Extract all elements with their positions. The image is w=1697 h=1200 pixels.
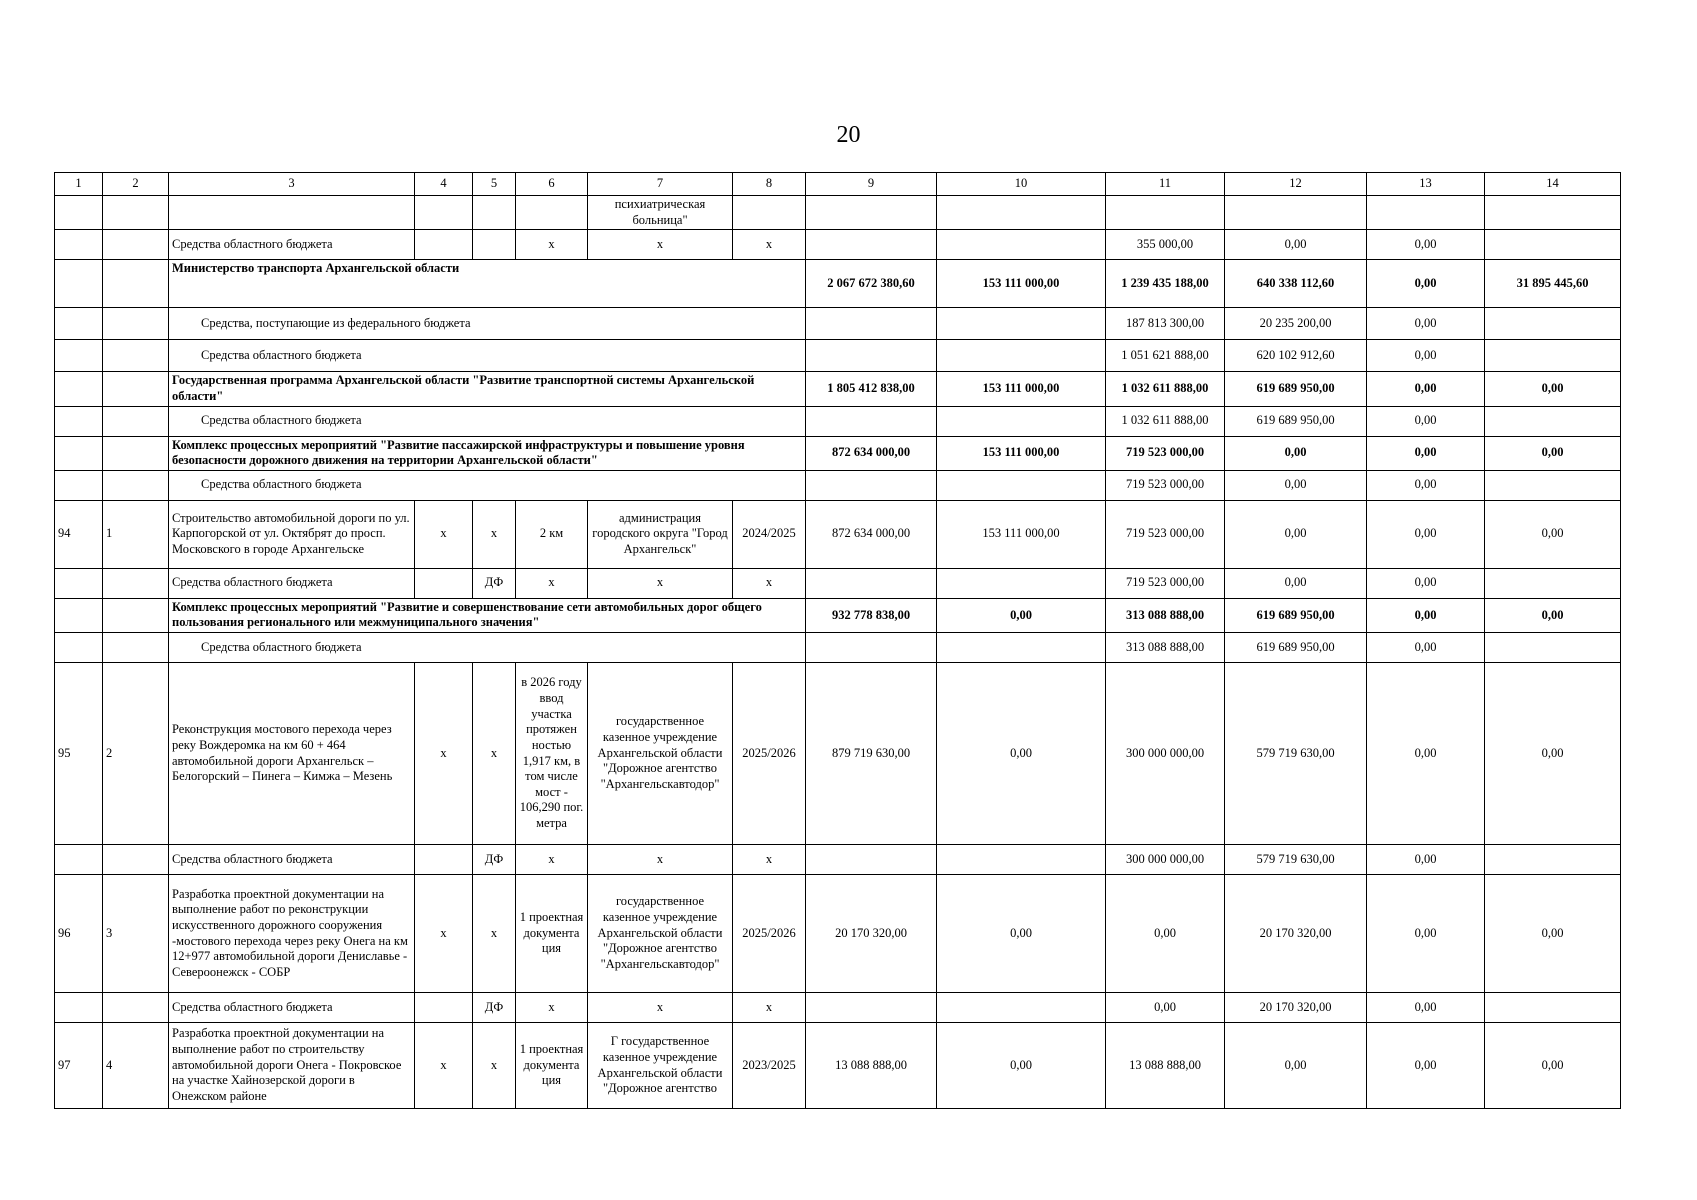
table-cell: [415, 993, 473, 1023]
amount-cell: 2 067 672 380,60: [806, 260, 937, 308]
amount-cell: 0,00: [1367, 598, 1485, 632]
table-cell: х: [415, 500, 473, 568]
budget-table: [54, 172, 1621, 1109]
page-number: 20: [836, 122, 861, 148]
table-cell: [103, 260, 169, 308]
amount-cell: 619 689 950,00: [1225, 633, 1367, 663]
table-cell: [415, 568, 473, 598]
header-cell: 9: [806, 173, 937, 196]
amount-cell: 0,00: [1225, 1023, 1367, 1109]
amount-cell: [937, 845, 1106, 875]
source-label: Средства областного бюджета: [169, 633, 806, 663]
funding-subtotal-row: [55, 470, 1621, 500]
amount-cell: 20 170 320,00: [1225, 993, 1367, 1023]
period-cell: 2025/2026: [733, 875, 806, 993]
amount-cell: 313 088 888,00: [1106, 633, 1225, 663]
amount-cell: 13 088 888,00: [806, 1023, 937, 1109]
funding-subtotal-row: [55, 633, 1621, 663]
table-cell: х: [415, 663, 473, 845]
amount-cell: 0,00: [1485, 663, 1621, 845]
item-number: 3: [103, 875, 169, 993]
table-cell: [733, 196, 806, 230]
amount-cell: 0,00: [1367, 406, 1485, 436]
table-cell: [55, 406, 103, 436]
header-cell: 14: [1485, 173, 1621, 196]
table-cell: х: [733, 845, 806, 875]
amount-cell: 0,00: [1367, 308, 1485, 340]
amount-cell: [1485, 230, 1621, 260]
table-cell: [1485, 406, 1621, 436]
source-label: Средства областного бюджета: [169, 406, 806, 436]
table-cell: [415, 230, 473, 260]
table-cell: [55, 470, 103, 500]
table-cell: [55, 372, 103, 406]
table-row: [55, 875, 1621, 993]
period-cell: 2024/2025: [733, 500, 806, 568]
table-cell: [937, 340, 1106, 372]
table-cell: [55, 845, 103, 875]
table-cell: х: [516, 845, 588, 875]
table-cell: х: [516, 568, 588, 598]
capacity-cell: в 2026 году ввод участка протяжен ностью 1,917 км, в том числе мост - 106,290 пог. метра: [516, 663, 588, 845]
section-title-row: [55, 260, 1621, 308]
amount-cell: 640 338 112,60: [1225, 260, 1367, 308]
amount-cell: 300 000 000,00: [1106, 663, 1225, 845]
item-number: 4: [103, 1023, 169, 1109]
table-cell: [473, 196, 516, 230]
item-description: Реконструкция мостового перехода через реку Вождеромка на км 60 + 464 автомобильной дороги Архангельск – Белогорский – Пинега – Кимжа – Мезень: [169, 663, 415, 845]
amount-cell: 0,00: [1485, 436, 1621, 470]
header-cell: 3: [169, 173, 415, 196]
amount-cell: 0,00: [1225, 436, 1367, 470]
header-cell: 5: [473, 173, 516, 196]
amount-cell: 619 689 950,00: [1225, 372, 1367, 406]
table-cell: [806, 470, 937, 500]
amount-cell: 0,00: [1367, 845, 1485, 875]
amount-cell: 0,00: [1225, 568, 1367, 598]
amount-cell: 719 523 000,00: [1106, 470, 1225, 500]
table-cell: [937, 406, 1106, 436]
amount-cell: 0,00: [1225, 500, 1367, 568]
table-cell: [169, 196, 415, 230]
table-cell: [1485, 308, 1621, 340]
table-cell: [55, 633, 103, 663]
amount-cell: 153 111 000,00: [937, 500, 1106, 568]
table-cell: [937, 470, 1106, 500]
amount-cell: 619 689 950,00: [1225, 598, 1367, 632]
amount-cell: 619 689 950,00: [1225, 406, 1367, 436]
table-cell: [806, 196, 937, 230]
table-cell: [1485, 196, 1621, 230]
table-cell: х: [473, 875, 516, 993]
table-row: [55, 1023, 1621, 1109]
amount-cell: 0,00: [1485, 372, 1621, 406]
table-cell: ДФ: [473, 993, 516, 1023]
table-cell: х: [733, 568, 806, 598]
amount-cell: 0,00: [1225, 230, 1367, 260]
amount-cell: [806, 568, 937, 598]
amount-cell: [1485, 568, 1621, 598]
amount-cell: 0,00: [1106, 993, 1225, 1023]
amount-cell: 0,00: [1367, 633, 1485, 663]
table-cell: х: [516, 993, 588, 1023]
funding-source-row: [55, 230, 1621, 260]
amount-cell: 0,00: [937, 663, 1106, 845]
row-number: 94: [55, 500, 103, 568]
amount-cell: [937, 993, 1106, 1023]
row-number: 96: [55, 875, 103, 993]
header-cell: 12: [1225, 173, 1367, 196]
amount-cell: 0,00: [1367, 260, 1485, 308]
table-cell: х: [516, 230, 588, 260]
capacity-cell: 2 км: [516, 500, 588, 568]
period-cell: 2023/2025: [733, 1023, 806, 1109]
table-cell: х: [588, 568, 733, 598]
amount-cell: 719 523 000,00: [1106, 500, 1225, 568]
item-number: 1: [103, 500, 169, 568]
header-cell: 8: [733, 173, 806, 196]
table-cell: [806, 340, 937, 372]
row-number: 95: [55, 663, 103, 845]
table-cell: [415, 196, 473, 230]
executor-cell: государственное казенное учреждение Архангельской области "Дорожное агентство "Архангельскавтодор": [588, 875, 733, 993]
amount-cell: [1485, 845, 1621, 875]
amount-cell: 0,00: [1367, 436, 1485, 470]
amount-cell: 879 719 630,00: [806, 663, 937, 845]
amount-cell: 153 111 000,00: [937, 260, 1106, 308]
amount-cell: 13 088 888,00: [1106, 1023, 1225, 1109]
amount-cell: 1 239 435 188,00: [1106, 260, 1225, 308]
amount-cell: 0,00: [1485, 598, 1621, 632]
source-label: Средства областного бюджета: [169, 470, 806, 500]
section-title: Комплекс процессных мероприятий "Развитие пассажирской инфраструктуры и повышение уровня безопасности дорожного движения на территории Архангельской области": [169, 436, 806, 470]
table-cell: [103, 196, 169, 230]
amount-cell: 1 032 611 888,00: [1106, 406, 1225, 436]
table-cell: х: [473, 1023, 516, 1109]
amount-cell: 31 895 445,60: [1485, 260, 1621, 308]
source-label: Средства областного бюджета: [169, 340, 806, 372]
amount-cell: [806, 845, 937, 875]
table-cell: [55, 568, 103, 598]
amount-cell: 0,00: [937, 598, 1106, 632]
table-cell: [55, 230, 103, 260]
amount-cell: 355 000,00: [1106, 230, 1225, 260]
amount-cell: 0,00: [937, 875, 1106, 993]
table-row: [55, 663, 1621, 845]
continued-row: [55, 196, 1621, 230]
table-cell: [55, 993, 103, 1023]
table-cell: [806, 406, 937, 436]
source-label: Средства областного бюджета: [169, 993, 415, 1023]
header-cell: 4: [415, 173, 473, 196]
funding-subtotal-row: [55, 406, 1621, 436]
executor-cell: государственное казенное учреждение Архангельской области "Дорожное агентство "Архангельскавтодор": [588, 663, 733, 845]
header-cell: 2: [103, 173, 169, 196]
executor-cell: администрация городского округа "Город Архангельск": [588, 500, 733, 568]
table-cell: [806, 308, 937, 340]
section-title-row: [55, 372, 1621, 406]
table-cell: [103, 372, 169, 406]
amount-cell: 20 170 320,00: [1225, 875, 1367, 993]
amount-cell: 313 088 888,00: [1106, 598, 1225, 632]
source-label: Средства областного бюджета: [169, 845, 415, 875]
funding-source-row: [55, 568, 1621, 598]
capacity-cell: 1 проектная документа ция: [516, 875, 588, 993]
table-cell: [103, 568, 169, 598]
table-cell: х: [588, 845, 733, 875]
amount-cell: [806, 993, 937, 1023]
header-row: [55, 173, 1621, 196]
table-cell: [1485, 633, 1621, 663]
amount-cell: [806, 230, 937, 260]
amount-cell: [937, 230, 1106, 260]
amount-cell: 20 170 320,00: [806, 875, 937, 993]
table-cell: [516, 196, 588, 230]
amount-cell: 1 805 412 838,00: [806, 372, 937, 406]
table-cell: [415, 845, 473, 875]
header-cell: 6: [516, 173, 588, 196]
table-cell: [806, 633, 937, 663]
source-label: Средства, поступающие из федерального бюджета: [169, 308, 806, 340]
header-cell: 7: [588, 173, 733, 196]
amount-cell: 579 719 630,00: [1225, 845, 1367, 875]
amount-cell: 932 778 838,00: [806, 598, 937, 632]
amount-cell: 0,00: [1367, 568, 1485, 598]
amount-cell: 0,00: [1367, 500, 1485, 568]
table-cell: [473, 230, 516, 260]
funding-subtotal-row: [55, 340, 1621, 372]
table-cell: х: [415, 875, 473, 993]
table-cell: [103, 406, 169, 436]
amount-cell: 0,00: [937, 1023, 1106, 1109]
table-cell: [55, 196, 103, 230]
table-cell: [103, 436, 169, 470]
amount-cell: 300 000 000,00: [1106, 845, 1225, 875]
table-cell: [103, 470, 169, 500]
table-cell: х: [733, 230, 806, 260]
amount-cell: 0,00: [1367, 230, 1485, 260]
amount-cell: 0,00: [1367, 663, 1485, 845]
header-cell: 11: [1106, 173, 1225, 196]
section-title-row: [55, 598, 1621, 632]
table-cell: х: [473, 663, 516, 845]
table-cell: ДФ: [473, 568, 516, 598]
amount-cell: 719 523 000,00: [1106, 568, 1225, 598]
amount-cell: 0,00: [1367, 470, 1485, 500]
table-cell: [103, 633, 169, 663]
table-cell: [937, 196, 1106, 230]
table-cell: [55, 598, 103, 632]
header-cell: 1: [55, 173, 103, 196]
section-title: Министерство транспорта Архангельской области: [169, 260, 806, 308]
amount-cell: 719 523 000,00: [1106, 436, 1225, 470]
table-cell: [55, 436, 103, 470]
amount-cell: 620 102 912,60: [1225, 340, 1367, 372]
amount-cell: 1 032 611 888,00: [1106, 372, 1225, 406]
section-title: Комплекс процессных мероприятий "Развитие и совершенствование сети автомобильных дорог общего пользования регионального или межмуниципального значения": [169, 598, 806, 632]
table-cell: [103, 308, 169, 340]
item-number: 2: [103, 663, 169, 845]
executor-cell: Г государственное казенное учреждение Архангельской области "Дорожное агентство: [588, 1023, 733, 1109]
table-cell: [1485, 340, 1621, 372]
section-title-row: [55, 436, 1621, 470]
amount-cell: 0,00: [1225, 470, 1367, 500]
funding-source-row: [55, 845, 1621, 875]
amount-cell: 872 634 000,00: [806, 436, 937, 470]
amount-cell: 0,00: [1106, 875, 1225, 993]
amount-cell: 187 813 300,00: [1106, 308, 1225, 340]
item-description: Разработка проектной документации на выполнение работ по строительству автомобильной дороги Онега - Покровское на участке Хайнозерской дороги в Онежском районе: [169, 1023, 415, 1109]
amount-cell: 0,00: [1485, 875, 1621, 993]
table-cell: х: [588, 993, 733, 1023]
header-cell: 10: [937, 173, 1106, 196]
table-cell: [937, 633, 1106, 663]
table-cell: [1106, 196, 1225, 230]
amount-cell: 0,00: [1367, 993, 1485, 1023]
amount-cell: 153 111 000,00: [937, 372, 1106, 406]
amount-cell: 579 719 630,00: [1225, 663, 1367, 845]
table-cell: [103, 230, 169, 260]
period-cell: 2025/2026: [733, 663, 806, 845]
table-cell: [1367, 196, 1485, 230]
amount-cell: 0,00: [1367, 372, 1485, 406]
funding-source-row: [55, 993, 1621, 1023]
amount-cell: 0,00: [1367, 1023, 1485, 1109]
table-cell: [55, 340, 103, 372]
table-cell: [103, 993, 169, 1023]
table-cell: х: [473, 500, 516, 568]
item-description: Разработка проектной документации на выполнение работ по реконструкции искусственного дорожного сооружения -мостового перехода через реку Онега на км 12+977 автомобильной дороги Дениславье - Североонежск - СОБР: [169, 875, 415, 993]
amount-cell: 1 051 621 888,00: [1106, 340, 1225, 372]
header-cell: 13: [1367, 173, 1485, 196]
table-cell: [55, 260, 103, 308]
source-label: Средства областного бюджета: [169, 230, 415, 260]
amount-cell: 0,00: [1367, 875, 1485, 993]
table-cell: [937, 308, 1106, 340]
amount-cell: 0,00: [1485, 500, 1621, 568]
funding-subtotal-row: [55, 308, 1621, 340]
amount-cell: 0,00: [1367, 340, 1485, 372]
row-number: 97: [55, 1023, 103, 1109]
table-row: [55, 500, 1621, 568]
table-cell: ДФ: [473, 845, 516, 875]
item-description: Строительство автомобильной дороги по ул. Карпогорской от ул. Октябрят до просп. Московского в городе Архангельске: [169, 500, 415, 568]
table-cell: [55, 308, 103, 340]
table-cell: [103, 598, 169, 632]
source-label: Средства областного бюджета: [169, 568, 415, 598]
table-cell: [1225, 196, 1367, 230]
table-cell: х: [733, 993, 806, 1023]
amount-cell: 872 634 000,00: [806, 500, 937, 568]
section-title: Государственная программа Архангельской области "Развитие транспортной системы Архангельской области": [169, 372, 806, 406]
amount-cell: [937, 568, 1106, 598]
table-cell: х: [588, 230, 733, 260]
amount-cell: 0,00: [1485, 1023, 1621, 1109]
table-cell: х: [415, 1023, 473, 1109]
capacity-cell: 1 проектная документа ция: [516, 1023, 588, 1109]
table-cell: [103, 340, 169, 372]
amount-cell: [1485, 993, 1621, 1023]
amount-cell: 20 235 200,00: [1225, 308, 1367, 340]
table-cell: [103, 845, 169, 875]
executor-cell: психиатрическая больница": [588, 196, 733, 230]
table-cell: [1485, 470, 1621, 500]
amount-cell: 153 111 000,00: [937, 436, 1106, 470]
